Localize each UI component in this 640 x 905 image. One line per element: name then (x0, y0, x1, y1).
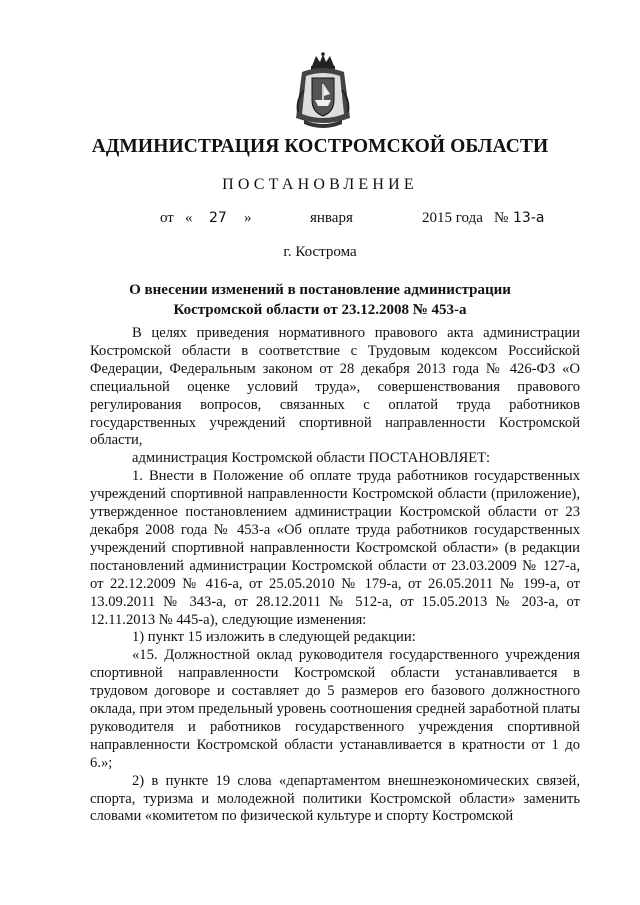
document-body (90, 325, 580, 826)
coat-of-arms-emblem (292, 52, 354, 128)
document-number: 13-а (513, 210, 545, 226)
coat-of-arms-icon (292, 52, 354, 128)
date-line (0, 210, 640, 232)
item-1-paragraph: 1. Внести в Положение об оплате труда работников государственных учреждений спортивной направленности Костромской области (приложение), утвержденное постановлением администрации Костромской области от 23 декабря 2008 года № 453-а «Об оплате труда работников государственных учреждений спортивной направленности Костромской области» (в редакции постановлений администрации Костромской области от 23.03.2009 № 127-а, от 22.12.2009 № 416-а, от 25.05.2010 № 179-а, от 26.05.2011 № 199-а, от 13.09.2011 № 343-а, от 28.12.2011 № 512-а, от 15.05.2013 № 203-а, от 12.11.2013 № 445-а), следующие изменения: (90, 468, 580, 628)
document-number-sign: № (494, 210, 509, 226)
document-type-title: ПОСТАНОВЛЕНИЕ (222, 176, 418, 193)
date-day: 27 (209, 210, 227, 226)
date-prefix: от (160, 210, 174, 226)
subject-heading (60, 280, 580, 320)
preamble-paragraph: В целях приведения нормативного правового акта администрации Костромской области в соответствие с Трудовым кодексом Российской Федерации, Федеральным законом от 28 декабря 2013 года № 426-ФЗ «О специальной оценке условий труда», совершенствования правового регулирования вопросов, связанных с оплатой труда работников государственных учреждений спортивной направленности Костромской области, (90, 325, 580, 449)
subject-line-2: Костромской области от 23.12.2008 № 453-а (173, 302, 467, 318)
city-name: г. Кострома (283, 244, 357, 260)
resolution-paragraph: администрация Костромской области ПОСТАНОВЛЯЕТ: (132, 450, 491, 467)
date-month: января (310, 210, 353, 226)
subitem-1-paragraph: 1) пункт 15 изложить в следующей редакции: (132, 629, 416, 646)
date-year: 2015 года (422, 210, 483, 226)
date-open-quote: « (185, 210, 193, 226)
subitem-2-paragraph: 2) в пункте 19 слова «департаментом внешнеэкономических связей, спорта, туризма и молодежной политики Костромской области» заменить словами «комитетом по физической культуре и спорту Костромской (90, 772, 580, 825)
date-close-quote: » (244, 210, 252, 226)
clause-15-paragraph: «15. Должностной оклад руководителя государственного учреждения спортивной направленности Костромской области устанавливается в трудовом договоре и составляет до 5 размеров его базового должностного оклада, при этом предельный уровень соотношения средней заработной платы руководителя и работников государственного учреждения спортивной направленности Костромской области устанавливается в кратности от 1 до 6.»; (90, 647, 581, 771)
subject-line-1: О внесении изменений в постановление администрации (129, 282, 511, 298)
organization-title: АДМИНИСТРАЦИЯ КОСТРОМСКОЙ ОБЛАСТИ (91, 136, 549, 157)
